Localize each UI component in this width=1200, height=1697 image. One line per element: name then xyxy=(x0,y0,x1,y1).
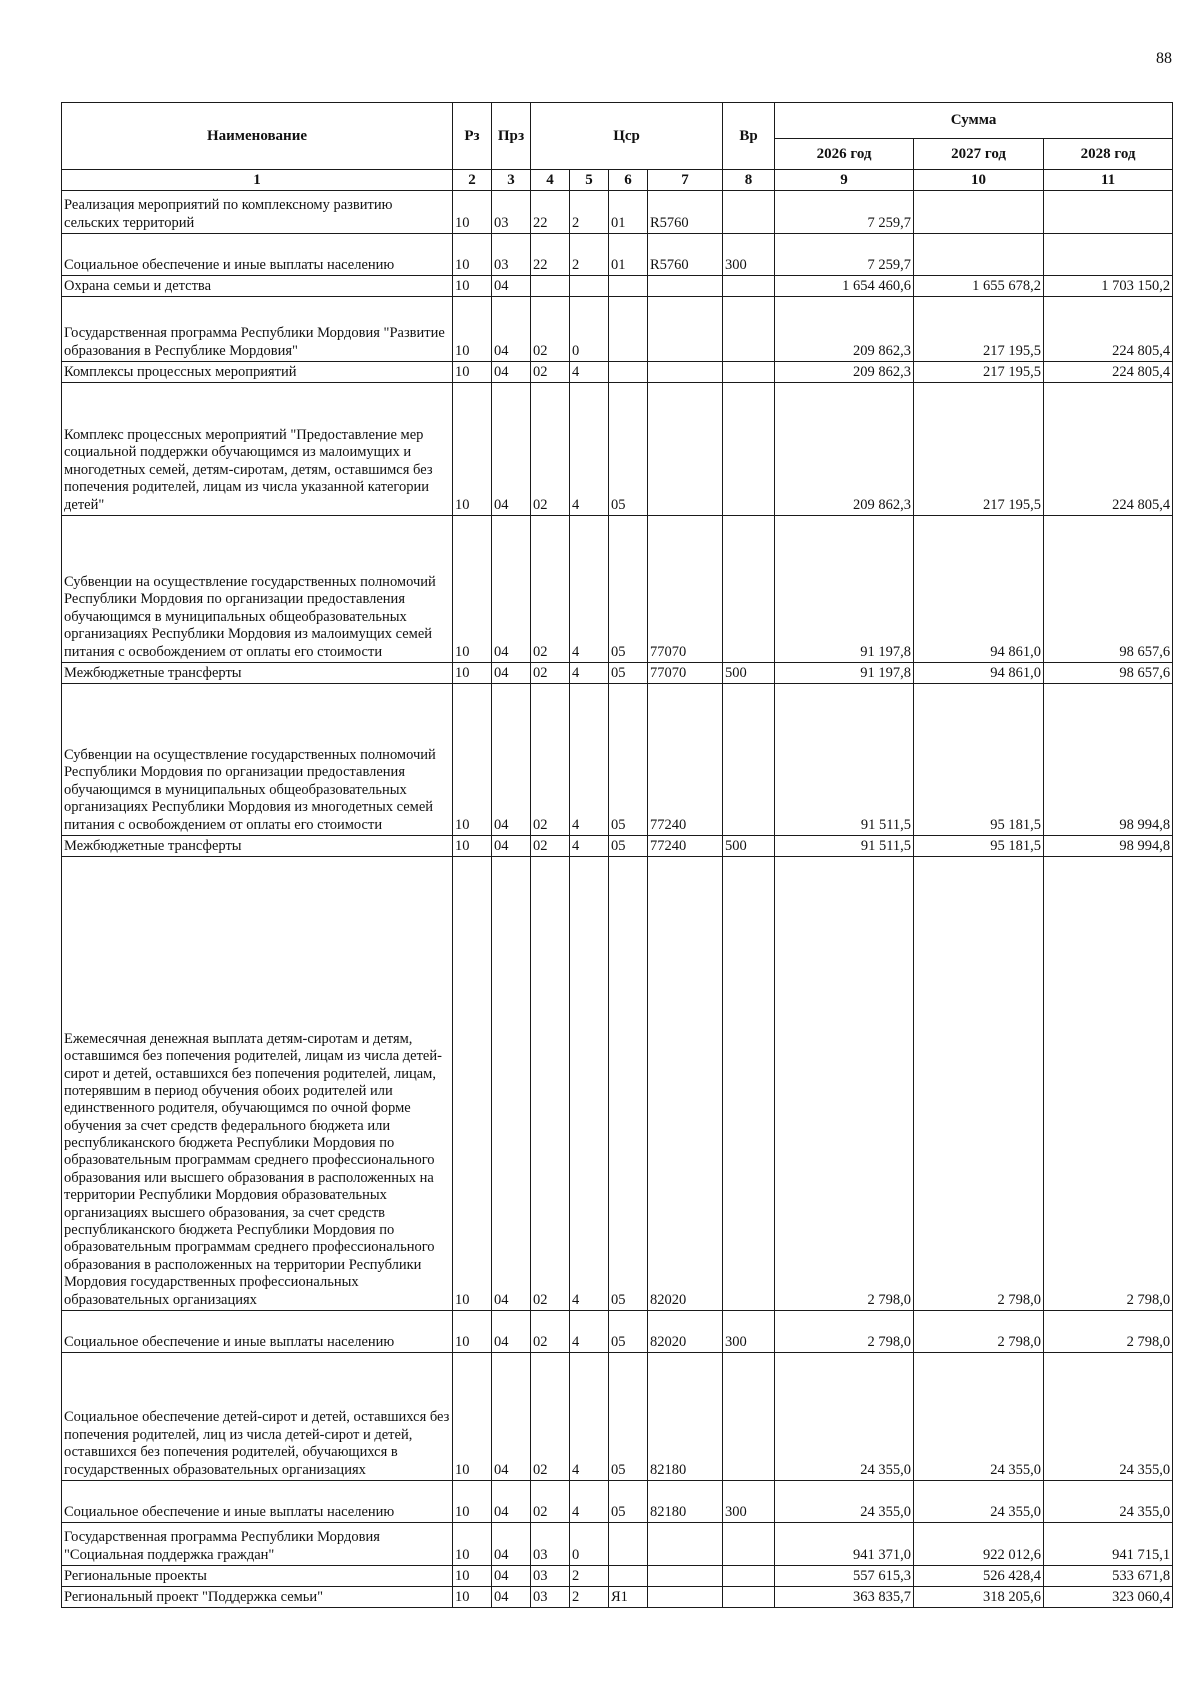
row-vr: 500 xyxy=(723,836,775,857)
row-name: Межбюджетные трансферты xyxy=(62,663,453,684)
row-sum-2026: 209 862,3 xyxy=(775,297,914,362)
row-csr-type: 4 xyxy=(570,1481,609,1523)
table-row xyxy=(62,234,1173,276)
row-prz: 04 xyxy=(492,836,531,857)
row-prz: 04 xyxy=(492,362,531,383)
row-sum-2028: 98 657,6 xyxy=(1044,516,1173,663)
row-sum-2027 xyxy=(914,191,1044,234)
row-sum-2027: 217 195,5 xyxy=(914,383,1044,516)
row-prz: 04 xyxy=(492,1353,531,1481)
row-rz: 10 xyxy=(453,191,492,234)
column-number: 6 xyxy=(609,170,648,191)
row-sum-2027: 318 205,6 xyxy=(914,1587,1044,1608)
row-csr-type: 4 xyxy=(570,362,609,383)
row-sum-2028: 98 657,6 xyxy=(1044,663,1173,684)
row-sum-2026: 2 798,0 xyxy=(775,1311,914,1353)
row-prz: 04 xyxy=(492,1311,531,1353)
row-sum-2027: 217 195,5 xyxy=(914,362,1044,383)
column-number: 5 xyxy=(570,170,609,191)
row-rz: 10 xyxy=(453,234,492,276)
row-prz: 03 xyxy=(492,234,531,276)
row-sum-2028 xyxy=(1044,191,1173,234)
row-rz: 10 xyxy=(453,1353,492,1481)
row-csr-type: 4 xyxy=(570,1353,609,1481)
row-csr-program: 03 xyxy=(531,1587,570,1608)
row-rz: 10 xyxy=(453,684,492,836)
row-sum-2027: 24 355,0 xyxy=(914,1353,1044,1481)
row-rz: 10 xyxy=(453,1587,492,1608)
header-year-2027: 2027 год xyxy=(914,139,1044,170)
row-sum-2028: 323 060,4 xyxy=(1044,1587,1173,1608)
column-number: 2 xyxy=(453,170,492,191)
row-csr-direction: 82020 xyxy=(648,1311,723,1353)
row-vr xyxy=(723,1587,775,1608)
row-vr xyxy=(723,1353,775,1481)
row-vr: 500 xyxy=(723,663,775,684)
row-csr-direction: 77070 xyxy=(648,516,723,663)
row-vr xyxy=(723,383,775,516)
row-sum-2026: 209 862,3 xyxy=(775,362,914,383)
row-sum-2028 xyxy=(1044,234,1173,276)
row-csr-direction: 82180 xyxy=(648,1353,723,1481)
column-number: 7 xyxy=(648,170,723,191)
row-csr-program: 02 xyxy=(531,1311,570,1353)
row-prz: 04 xyxy=(492,857,531,1311)
row-sum-2027: 2 798,0 xyxy=(914,1311,1044,1353)
row-prz: 04 xyxy=(492,1566,531,1587)
row-csr-program: 02 xyxy=(531,297,570,362)
row-prz: 04 xyxy=(492,276,531,297)
row-csr-program: 02 xyxy=(531,383,570,516)
row-vr: 300 xyxy=(723,1311,775,1353)
row-sum-2027: 94 861,0 xyxy=(914,663,1044,684)
header-rz: Рз xyxy=(453,103,492,170)
row-csr-complex: 05 xyxy=(609,1353,648,1481)
row-rz: 10 xyxy=(453,1523,492,1566)
row-sum-2028: 98 994,8 xyxy=(1044,836,1173,857)
row-sum-2027: 526 428,4 xyxy=(914,1566,1044,1587)
row-sum-2027: 1 655 678,2 xyxy=(914,276,1044,297)
row-csr-complex xyxy=(609,276,648,297)
row-vr xyxy=(723,276,775,297)
row-csr-type: 4 xyxy=(570,857,609,1311)
row-rz: 10 xyxy=(453,1311,492,1353)
row-prz: 04 xyxy=(492,516,531,663)
row-sum-2026: 1 654 460,6 xyxy=(775,276,914,297)
row-name: Социальное обеспечение детей-сирот и детей, оставшихся без попечения родителей, лиц из числа детей-сирот и детей, оставшихся без попечения родителей, обучающихся в государственных образовательных организациях xyxy=(62,1353,453,1481)
row-csr-direction xyxy=(648,1566,723,1587)
table-row xyxy=(62,276,1173,297)
header-vr: Вр xyxy=(723,103,775,170)
row-csr-complex: 05 xyxy=(609,516,648,663)
row-sum-2028: 24 355,0 xyxy=(1044,1353,1173,1481)
row-csr-program xyxy=(531,276,570,297)
row-csr-complex xyxy=(609,362,648,383)
row-sum-2027: 95 181,5 xyxy=(914,836,1044,857)
row-csr-direction xyxy=(648,383,723,516)
row-csr-program: 22 xyxy=(531,234,570,276)
row-sum-2027 xyxy=(914,234,1044,276)
row-csr-type: 4 xyxy=(570,1311,609,1353)
row-sum-2026: 209 862,3 xyxy=(775,383,914,516)
row-name: Реализация мероприятий по комплексному развитию сельских территорий xyxy=(62,191,453,234)
row-rz: 10 xyxy=(453,362,492,383)
header-name: Наименование xyxy=(62,103,453,170)
row-csr-direction xyxy=(648,297,723,362)
row-name: Государственная программа Республики Мордовия "Социальная поддержка граждан" xyxy=(62,1523,453,1566)
row-sum-2026: 91 511,5 xyxy=(775,836,914,857)
row-csr-program: 03 xyxy=(531,1566,570,1587)
row-csr-complex: 05 xyxy=(609,1311,648,1353)
row-vr xyxy=(723,191,775,234)
row-sum-2027: 2 798,0 xyxy=(914,857,1044,1311)
row-csr-program: 02 xyxy=(531,836,570,857)
table-row xyxy=(62,857,1173,1311)
column-number: 3 xyxy=(492,170,531,191)
row-name: Комплексы процессных мероприятий xyxy=(62,362,453,383)
row-prz: 03 xyxy=(492,191,531,234)
row-csr-complex: 05 xyxy=(609,684,648,836)
row-sum-2027: 24 355,0 xyxy=(914,1481,1044,1523)
row-name: Субвенции на осуществление государственных полномочий Республики Мордовия по организации предоставления обучающимся в муниципальных общеобразовательных организациях Республики Мордовия из многодетных семей питания с освобождением от оплаты его стоимости xyxy=(62,684,453,836)
header-prz: Прз xyxy=(492,103,531,170)
row-csr-complex: 05 xyxy=(609,857,648,1311)
row-csr-type: 4 xyxy=(570,516,609,663)
row-prz: 04 xyxy=(492,1523,531,1566)
row-csr-type: 0 xyxy=(570,1523,609,1566)
row-sum-2027: 95 181,5 xyxy=(914,684,1044,836)
table-row xyxy=(62,516,1173,663)
row-csr-complex: Я1 xyxy=(609,1587,648,1608)
row-vr xyxy=(723,516,775,663)
row-csr-type: 4 xyxy=(570,836,609,857)
row-csr-type: 0 xyxy=(570,297,609,362)
row-vr xyxy=(723,362,775,383)
table-row xyxy=(62,836,1173,857)
row-sum-2028: 533 671,8 xyxy=(1044,1566,1173,1587)
row-sum-2028: 224 805,4 xyxy=(1044,297,1173,362)
row-sum-2026: 91 511,5 xyxy=(775,684,914,836)
row-csr-direction: 77240 xyxy=(648,684,723,836)
row-sum-2027: 217 195,5 xyxy=(914,297,1044,362)
row-vr xyxy=(723,1523,775,1566)
row-csr-complex xyxy=(609,297,648,362)
row-sum-2026: 557 615,3 xyxy=(775,1566,914,1587)
table-row xyxy=(62,663,1173,684)
row-rz: 10 xyxy=(453,663,492,684)
row-sum-2026: 363 835,7 xyxy=(775,1587,914,1608)
table-row xyxy=(62,1311,1173,1353)
row-csr-program: 02 xyxy=(531,362,570,383)
row-csr-type: 2 xyxy=(570,234,609,276)
row-csr-program: 02 xyxy=(531,516,570,663)
row-csr-complex: 05 xyxy=(609,836,648,857)
row-csr-program: 22 xyxy=(531,191,570,234)
row-csr-type: 2 xyxy=(570,1587,609,1608)
row-name: Социальное обеспечение и иные выплаты населению xyxy=(62,1311,453,1353)
row-csr-program: 02 xyxy=(531,857,570,1311)
row-rz: 10 xyxy=(453,383,492,516)
table-row xyxy=(62,1353,1173,1481)
column-number: 9 xyxy=(775,170,914,191)
row-sum-2028: 24 355,0 xyxy=(1044,1481,1173,1523)
header-year-2026: 2026 год xyxy=(775,139,914,170)
row-csr-type xyxy=(570,276,609,297)
row-sum-2026: 7 259,7 xyxy=(775,191,914,234)
row-vr xyxy=(723,684,775,836)
column-number: 11 xyxy=(1044,170,1173,191)
row-csr-complex: 01 xyxy=(609,234,648,276)
row-name: Субвенции на осуществление государственных полномочий Республики Мордовия по организации предоставления обучающимся в муниципальных общеобразовательных организациях Республики Мордовия из малоимущих семей питания с освобождением от оплаты его стоимости xyxy=(62,516,453,663)
row-rz: 10 xyxy=(453,857,492,1311)
header-csr: Цср xyxy=(531,103,723,170)
row-rz: 10 xyxy=(453,516,492,663)
row-prz: 04 xyxy=(492,684,531,836)
column-number: 1 xyxy=(62,170,453,191)
row-vr xyxy=(723,1566,775,1587)
row-sum-2028: 98 994,8 xyxy=(1044,684,1173,836)
page-number: 88 xyxy=(1156,50,1172,67)
row-sum-2026: 91 197,8 xyxy=(775,663,914,684)
row-prz: 04 xyxy=(492,297,531,362)
table-row xyxy=(62,383,1173,516)
row-prz: 04 xyxy=(492,1587,531,1608)
row-csr-type: 2 xyxy=(570,1566,609,1587)
row-csr-type: 4 xyxy=(570,663,609,684)
row-rz: 10 xyxy=(453,297,492,362)
row-sum-2026: 91 197,8 xyxy=(775,516,914,663)
column-number-row xyxy=(62,170,1173,191)
row-name: Комплекс процессных мероприятий "Предоставление мер социальной поддержки обучающимся из малоимущих и многодетных семей, детям-сиротам, детям, оставшимся без попечения родителей, лицам из числа указанной категории детей" xyxy=(62,383,453,516)
row-sum-2028: 941 715,1 xyxy=(1044,1523,1173,1566)
row-sum-2026: 941 371,0 xyxy=(775,1523,914,1566)
row-sum-2026: 24 355,0 xyxy=(775,1353,914,1481)
row-csr-direction xyxy=(648,276,723,297)
table-row xyxy=(62,684,1173,836)
row-rz: 10 xyxy=(453,836,492,857)
row-rz: 10 xyxy=(453,1566,492,1587)
row-name: Ежемесячная денежная выплата детям-сиротам и детям, оставшимся без попечения родителей, лицам из числа детей-сирот и детей, оставшихся без попечения родителей, лицам, потерявшим в период обучения обоих родителей или единственного родителя, обучающимся по очной форме обучения за счет средств федерального бюджета или республиканского бюджета Республики Мордовия по образовательным программам среднего профессионального образования или высшего образования в расположенных на территории Республики Мордовия образовательных организациях высшего образования, за счет средств республиканского бюджета Республики Мордовия по образовательным программам среднего профессионального образования в расположенных на территории Республики Мордовия государственных профессиональных образовательных организациях xyxy=(62,857,453,1311)
row-csr-program: 02 xyxy=(531,1481,570,1523)
table-row xyxy=(62,1481,1173,1523)
row-csr-direction: 82180 xyxy=(648,1481,723,1523)
budget-table xyxy=(61,102,1173,1608)
row-csr-type: 4 xyxy=(570,383,609,516)
row-name: Региональный проект "Поддержка семьи" xyxy=(62,1587,453,1608)
row-prz: 04 xyxy=(492,663,531,684)
row-csr-program: 02 xyxy=(531,663,570,684)
row-sum-2026: 24 355,0 xyxy=(775,1481,914,1523)
row-vr: 300 xyxy=(723,1481,775,1523)
row-rz: 10 xyxy=(453,276,492,297)
column-number: 4 xyxy=(531,170,570,191)
row-csr-direction xyxy=(648,1523,723,1566)
row-vr: 300 xyxy=(723,234,775,276)
row-csr-type: 4 xyxy=(570,684,609,836)
row-csr-complex xyxy=(609,1566,648,1587)
row-csr-direction: R5760 xyxy=(648,191,723,234)
row-csr-direction xyxy=(648,1587,723,1608)
row-csr-complex: 01 xyxy=(609,191,648,234)
row-sum-2026: 2 798,0 xyxy=(775,857,914,1311)
table-row xyxy=(62,1566,1173,1587)
row-sum-2026: 7 259,7 xyxy=(775,234,914,276)
row-prz: 04 xyxy=(492,383,531,516)
header-sum: Сумма xyxy=(775,103,1173,139)
row-csr-program: 02 xyxy=(531,684,570,836)
row-vr xyxy=(723,857,775,1311)
row-csr-direction: 77070 xyxy=(648,663,723,684)
row-csr-complex: 05 xyxy=(609,663,648,684)
row-name: Социальное обеспечение и иные выплаты населению xyxy=(62,1481,453,1523)
row-csr-program: 03 xyxy=(531,1523,570,1566)
row-csr-program: 02 xyxy=(531,1353,570,1481)
table-row xyxy=(62,191,1173,234)
row-sum-2028: 224 805,4 xyxy=(1044,362,1173,383)
row-prz: 04 xyxy=(492,1481,531,1523)
row-sum-2028: 1 703 150,2 xyxy=(1044,276,1173,297)
row-csr-direction xyxy=(648,362,723,383)
row-csr-complex xyxy=(609,1523,648,1566)
row-sum-2027: 922 012,6 xyxy=(914,1523,1044,1566)
row-vr xyxy=(723,297,775,362)
column-number: 10 xyxy=(914,170,1044,191)
header-year-2028: 2028 год xyxy=(1044,139,1173,170)
row-csr-complex: 05 xyxy=(609,1481,648,1523)
row-sum-2028: 2 798,0 xyxy=(1044,857,1173,1311)
row-csr-complex: 05 xyxy=(609,383,648,516)
row-name: Межбюджетные трансферты xyxy=(62,836,453,857)
row-csr-type: 2 xyxy=(570,191,609,234)
row-sum-2027: 94 861,0 xyxy=(914,516,1044,663)
table-row xyxy=(62,1587,1173,1608)
row-name: Региональные проекты xyxy=(62,1566,453,1587)
row-name: Охрана семьи и детства xyxy=(62,276,453,297)
row-sum-2028: 224 805,4 xyxy=(1044,383,1173,516)
row-rz: 10 xyxy=(453,1481,492,1523)
row-name: Социальное обеспечение и иные выплаты населению xyxy=(62,234,453,276)
table-row xyxy=(62,297,1173,362)
table-row xyxy=(62,362,1173,383)
row-sum-2028: 2 798,0 xyxy=(1044,1311,1173,1353)
row-csr-direction: R5760 xyxy=(648,234,723,276)
row-name: Государственная программа Республики Мордовия "Развитие образования в Республике Мордовия" xyxy=(62,297,453,362)
row-csr-direction: 77240 xyxy=(648,836,723,857)
table-row xyxy=(62,1523,1173,1566)
row-csr-direction: 82020 xyxy=(648,857,723,1311)
column-number: 8 xyxy=(723,170,775,191)
